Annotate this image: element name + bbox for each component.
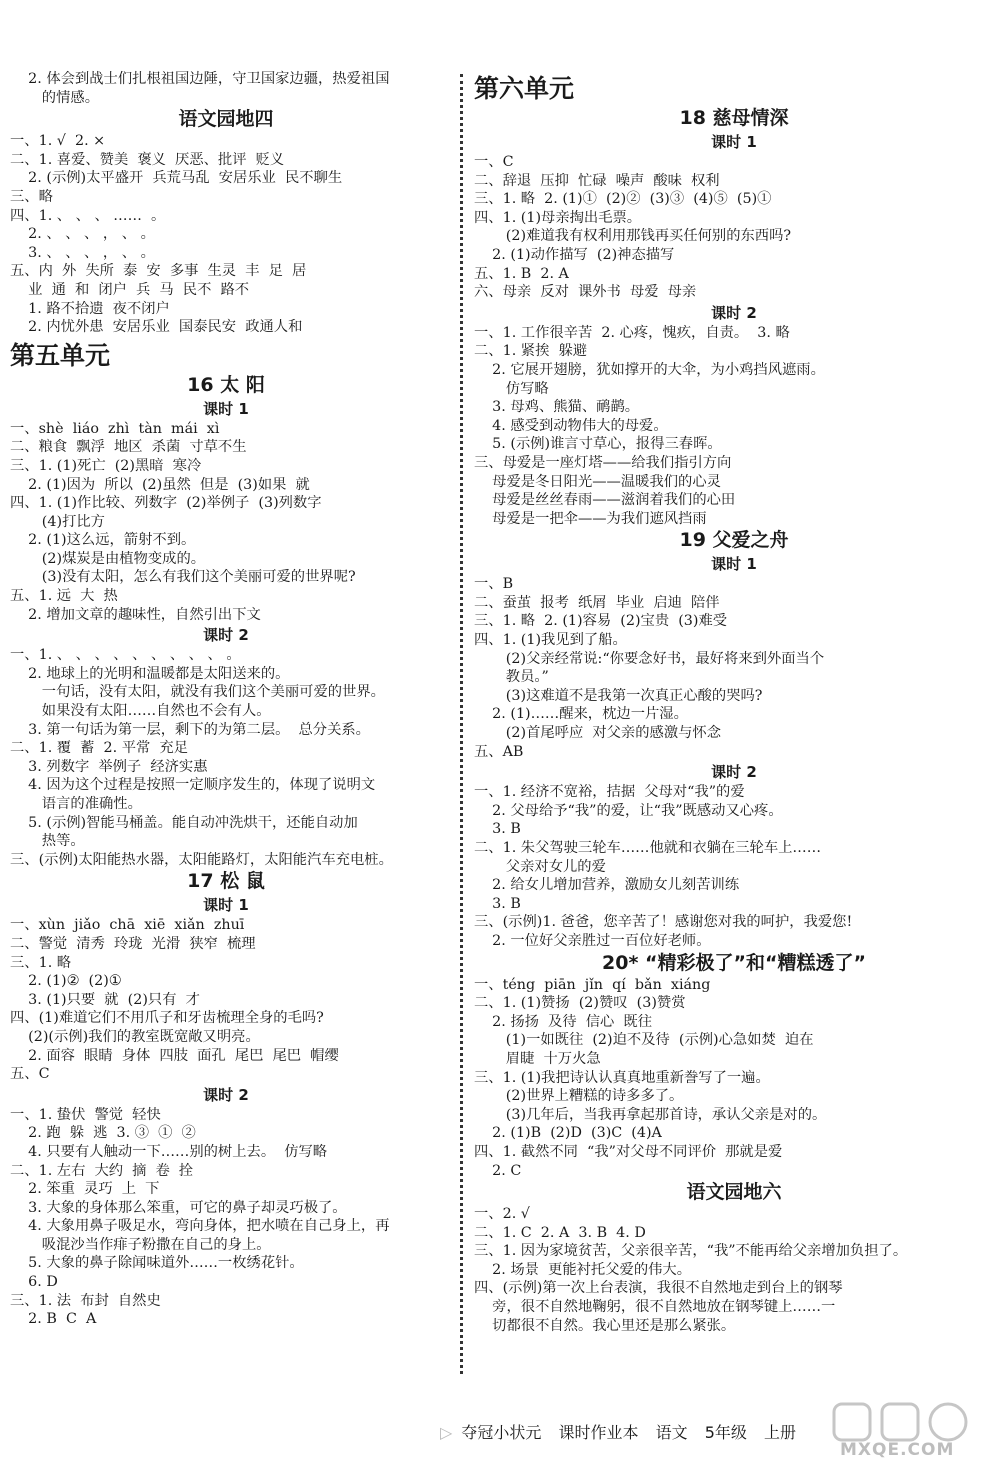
period-heading: 课时 2 xyxy=(203,626,249,645)
answer-line: 一、xùn jiǎo chā xiē xiǎn zhuī xyxy=(10,917,245,934)
answer-line: 母爱是丝丝春雨——滋润着我们的心田 xyxy=(474,492,736,509)
answer-line: 的情感。 xyxy=(10,89,99,106)
answer-line: 一、1. 、 、 、 、 、 、 、 、 、 。 xyxy=(10,647,241,664)
answer-line: 2. B C A xyxy=(10,1311,97,1328)
answer-line: 2. 它展开翅膀，犹如撑开的大伞，为小鸡挡风遮雨。 xyxy=(474,361,825,378)
answer-line: 一、C xyxy=(474,154,514,170)
footer-grade: 5年级 xyxy=(704,1423,747,1442)
answer-line: 3. 列数字 举例子 经济实惠 xyxy=(10,758,208,775)
answer-line: 二、1. 左右 大约 摘 卷 拴 xyxy=(10,1162,194,1179)
answer-line: 二、1. 覆 蓄 2. 平常 充足 xyxy=(10,740,189,757)
answer-line: 热等。 xyxy=(10,833,85,850)
answer-line: 3. B xyxy=(474,821,521,838)
answer-line: 眉睫 十万火急 xyxy=(474,1050,601,1067)
answer-line: 如果没有太阳……自然也不会有人。 xyxy=(10,703,271,720)
answer-line: 2. (示例)太平盛开 兵荒马乱 安居乐业 民不聊生 xyxy=(10,170,343,187)
left-column xyxy=(10,70,442,1329)
answer-line: 教员。” xyxy=(474,669,549,686)
answer-line: 二、警觉 清秀 玲珑 光滑 狭窄 梳理 xyxy=(10,935,256,952)
answer-line: 2. (1)② (2)① xyxy=(10,973,122,990)
answer-line: 吸混沙当作痱子粉撒在自己的身上。 xyxy=(10,1236,271,1253)
answer-line: 二、粮食 飘浮 地区 杀菌 寸草不生 xyxy=(10,439,247,456)
answer-line: 4. 只要有人触动一下……别的树上去。 仿写略 xyxy=(10,1143,328,1160)
answer-line: 一、téng piān jǐn qí bǎn xiáng xyxy=(474,976,711,993)
answer-line: 2. (1)B (2)D (3)C (4)A xyxy=(474,1125,662,1142)
answer-line: 五、内 外 失所 泰 安 多事 生灵 丰 足 居 xyxy=(10,263,307,280)
answer-line: 旁，很不自然地鞠躬，很不自然地放在钢琴键上……一 xyxy=(474,1299,836,1316)
answer-line: 五、C xyxy=(10,1066,50,1083)
answer-line: 2. 跑 躲 逃 3. ③ ① ② xyxy=(10,1125,196,1142)
answer-line: (2)(示例)我们的教室既宽敞又明亮。 xyxy=(10,1028,260,1045)
answer-line: 二、1. C 2. A 3. B 4. D xyxy=(474,1224,646,1241)
answer-line: 2. 体会到战士们扎根祖国边陲，守卫国家边疆，热爱祖国 xyxy=(10,71,390,87)
answer-line: 2. (1)这么远，箭射不到。 xyxy=(10,532,196,549)
footer-volume: 上册 xyxy=(764,1423,797,1442)
answer-line: (2)煤炭是由植物变成的。 xyxy=(10,550,206,567)
answer-line: 三、(示例)太阳能热水器，太阳能路灯，太阳能汽车充电桩。 xyxy=(10,851,393,868)
answer-line: 2. 一位好父亲胜过一百位好老师。 xyxy=(474,932,711,949)
period-heading: 课时 1 xyxy=(203,896,249,915)
answer-line: 四、1. 、 、 、 …… 。 xyxy=(10,207,166,224)
answer-line: 二、辞退 压抑 忙碌 噪声 酸味 权利 xyxy=(474,172,720,189)
answer-line: 父亲对女儿的爱 xyxy=(474,858,606,875)
answer-line: 三、1. 略 2. (1)容易 (2)宝贵 (3)难受 xyxy=(474,613,728,630)
footer xyxy=(440,1418,860,1448)
period-heading: 课时 2 xyxy=(203,1085,249,1104)
answer-line: 四、1. (1)我见到了船。 xyxy=(474,632,627,649)
answer-line: 二、1. 朱父驾驶三轮车……他就和衣躺在三轮车上…… xyxy=(474,840,822,856)
answer-line: 2. 笨重 灵巧 上 下 xyxy=(10,1181,160,1198)
answer-line: 2. (1)动作描写 (2)神态描写 xyxy=(474,246,675,263)
answer-line: 3. 第一句话为第一层，剩下的为第二层。 总分关系。 xyxy=(10,721,370,738)
answer-line: 3. 大象的身体那么笨重，可它的鼻子却灵巧极了。 xyxy=(10,1199,347,1216)
answer-line: 一、B xyxy=(474,576,514,593)
watermark-url: MXQE.COM xyxy=(840,1440,955,1460)
answer-line: 母爱是一把伞——为我们遮风挡雨 xyxy=(474,510,707,527)
answer-line: 3. B xyxy=(474,895,521,912)
answer-line: 二、1. (1)赞扬 (2)赞叹 (3)赞赏 xyxy=(474,995,686,1012)
answer-line: 四、1. 截然不同 “我”对父母不同评价 那就是爱 xyxy=(474,1143,783,1160)
answer-line: 二、1. 喜爱、赞美 褒义 厌恶、批评 贬义 xyxy=(10,151,285,168)
footer-subject: 语文 xyxy=(655,1423,688,1442)
answer-line: 二、蚕茧 报考 纸屑 毕业 启迪 陪伴 xyxy=(474,594,720,611)
period-heading: 课时 1 xyxy=(711,555,757,574)
lesson-heading: 语文园地六 xyxy=(686,1181,782,1204)
answer-line: 五、AB xyxy=(474,743,524,760)
answer-line: 5. (示例)谁言寸草心，报得三春晖。 xyxy=(474,436,722,453)
answer-line: 四、(示例)第一次上台表演，我很不自然地走到台上的钢琴 xyxy=(474,1280,843,1297)
answer-line: 一、1. √ 2. × xyxy=(10,133,106,150)
answer-line: 一、shè liáo zhì tàn mái xì xyxy=(10,420,220,437)
answer-line: 一、1. 经济不宽裕，拮据 父母对“我”的爱 xyxy=(474,784,745,801)
lesson-heading: 17 松 鼠 xyxy=(187,870,265,893)
period-heading: 课时 2 xyxy=(711,303,757,322)
answer-line: 三、略 xyxy=(10,188,53,205)
answer-line: (2)首尾呼应 对父亲的感激与怀念 xyxy=(474,725,722,742)
answer-line: 2. 父母给予“我”的爱，让“我”既感动又心疼。 xyxy=(474,802,783,819)
answer-line: (3)没有太阳，怎么有我们这个美丽可爱的世界呢? xyxy=(10,569,356,586)
answer-line: 仿写略 xyxy=(474,380,549,397)
answer-line: 四、1. (1)作比较、列数字 (2)举例子 (3)列数字 xyxy=(10,495,322,512)
period-heading: 课时 1 xyxy=(711,133,757,151)
answer-line: 一句话，没有太阳，就没有我们这个美丽可爱的世界。 xyxy=(10,684,385,701)
watermark-icon xyxy=(830,1400,995,1444)
answer-line: 2. 、 、 、 ， 、 。 xyxy=(10,226,155,243)
answer-line: 1. 路不拾遗 夜不闭户 xyxy=(10,300,170,317)
answer-line: 2. (1)因为 所以 (2)虽然 但是 (3)如果 就 xyxy=(10,476,310,493)
answer-line: 5. 大象的鼻子除闻味道外……一枚绣花针。 xyxy=(10,1255,304,1272)
right-column xyxy=(474,70,994,1335)
answer-line: 4. 感受到动物伟大的母爱。 xyxy=(474,417,668,434)
answer-line: (2)难道我有权利用那钱再买任何别的东西吗? xyxy=(474,228,792,245)
answer-line: 四、1. (1)母亲掏出毛票。 xyxy=(474,209,642,226)
answer-line: 2. 地球上的光明和温暖都是太阳送来的。 xyxy=(10,665,290,682)
lesson-heading: 16 太 阳 xyxy=(187,373,265,396)
answer-line: (4)打比方 xyxy=(10,513,105,530)
lesson-heading: 19 父爱之舟 xyxy=(679,529,789,552)
answer-line: 2. 场景 更能衬托父爱的伟大。 xyxy=(474,1261,692,1278)
period-heading: 课时 2 xyxy=(711,763,757,782)
answer-line: 3. 母鸡、熊猫、鸸鹋。 xyxy=(474,399,640,416)
answer-line: 一、2. √ xyxy=(474,1206,530,1223)
answer-line: 2. 面容 眼睛 身体 四肢 面孔 尾巴 尾巴 帽缨 xyxy=(10,1047,339,1064)
lesson-heading: 语文园地四 xyxy=(178,108,274,131)
answer-line: (1)一如既往 (2)迫不及待 (示例)心急如焚 迫在 xyxy=(474,1032,814,1049)
answer-line: 五、1. 远 大 热 xyxy=(10,588,118,605)
answer-line: (3)几年后，当我再拿起那首诗，承认父亲是对的。 xyxy=(474,1106,827,1123)
answer-line: (2)父亲经常说:“你要念好书，最好将来到外面当个 xyxy=(474,650,825,667)
answer-line: 6. D xyxy=(10,1274,58,1291)
answer-line: 4. 大象用鼻子吸足水，弯向身体，把水喷在自己身上，再 xyxy=(10,1218,390,1235)
answer-line: 三、1. 因为家境贫苦，父亲很辛苦，“我”不能再给父亲增加负担了。 xyxy=(474,1243,908,1260)
answer-line: 切都很不自然。我心里还是那么紧张。 xyxy=(474,1317,736,1334)
unit-heading: 第六单元 xyxy=(474,74,575,103)
footer-arrow-icon: ▷ xyxy=(440,1423,453,1442)
answer-line: 一、1. 工作很辛苦 2. 心疼，愧疚，自责。 3. 略 xyxy=(474,324,790,341)
answer-line: 4. 因为这个过程是按照一定顺序发生的，体现了说明文 xyxy=(10,777,376,794)
answer-line: 2. C xyxy=(474,1162,522,1179)
answer-line: 3. 、 、 、 ， 、 。 xyxy=(10,244,155,261)
answer-line: 2. 增加文章的趣味性，自然引出下文 xyxy=(10,606,261,623)
answer-line: 语言的准确性。 xyxy=(10,796,142,812)
answer-line: 3. (1)只要 就 (2)只有 才 xyxy=(10,991,200,1008)
answer-line: 三、1. 略 2. (1)① (2)② (3)③ (4)⑤ (5)① xyxy=(474,191,772,208)
answer-line: 三、母爱是一座灯塔——给我们指引方向 xyxy=(474,454,732,471)
answer-line: 三、(示例)1. 爸爸，您辛苦了！感谢您对我的呵护，我爱您! xyxy=(474,914,853,931)
lesson-heading: 18 慈母情深 xyxy=(679,107,789,129)
answer-line: 四、(1)难道它们不用爪子和牙齿梳理全身的毛吗? xyxy=(10,1010,324,1027)
answer-line: 2. (1)……醒来，枕边一片湿。 xyxy=(474,706,688,723)
lesson-heading: 20* “精彩极了”和“糟糕透了” xyxy=(602,951,866,974)
answer-line: 六、母亲 反对 课外书 母爱 母亲 xyxy=(474,284,697,301)
answer-line: 2. 给女儿增加营养，激励女儿刻苦训练 xyxy=(474,877,740,894)
answer-line: 二、1. 紧挨 躲避 xyxy=(474,343,588,360)
footer-series: 夺冠小状元 xyxy=(461,1423,542,1442)
footer-book: 课时作业本 xyxy=(558,1423,639,1442)
answer-line: 2. 内忧外患 安居乐业 国泰民安 政通人和 xyxy=(10,319,303,336)
column-divider xyxy=(460,74,463,1374)
answer-line: (3)这难道不是我第一次真正心酸的哭吗? xyxy=(474,687,763,704)
answer-line: 2. 扬扬 及待 信心 既往 xyxy=(474,1013,653,1030)
answer-line: (2)世界上糟糕的诗多多了。 xyxy=(474,1088,684,1105)
answer-line: 5. (示例)智能马桶盖。能自动冲洗烘干，还能自动加 xyxy=(10,814,358,831)
answer-line: 三、1. 略 xyxy=(10,954,72,971)
answer-line: 母爱是冬日阳光——温暖我们的心灵 xyxy=(474,473,721,490)
watermark-logo xyxy=(830,1400,995,1466)
answer-line: 三、1. (1)我把诗认认真真地重新誊写了一遍。 xyxy=(474,1069,770,1086)
answer-line: 五、1. B 2. A xyxy=(474,265,569,282)
period-heading: 课时 1 xyxy=(203,399,249,418)
answer-line: 业 通 和 闭户 兵 马 民不 路不 xyxy=(10,281,250,298)
answer-line: 三、1. (1)死亡 (2)黑暗 寒冷 xyxy=(10,457,202,474)
answer-line: 一、1. 蛰伏 警觉 轻快 xyxy=(10,1106,161,1123)
unit-heading: 第五单元 xyxy=(10,340,111,370)
answer-line: 三、1. 法 布封 自然史 xyxy=(10,1292,161,1309)
